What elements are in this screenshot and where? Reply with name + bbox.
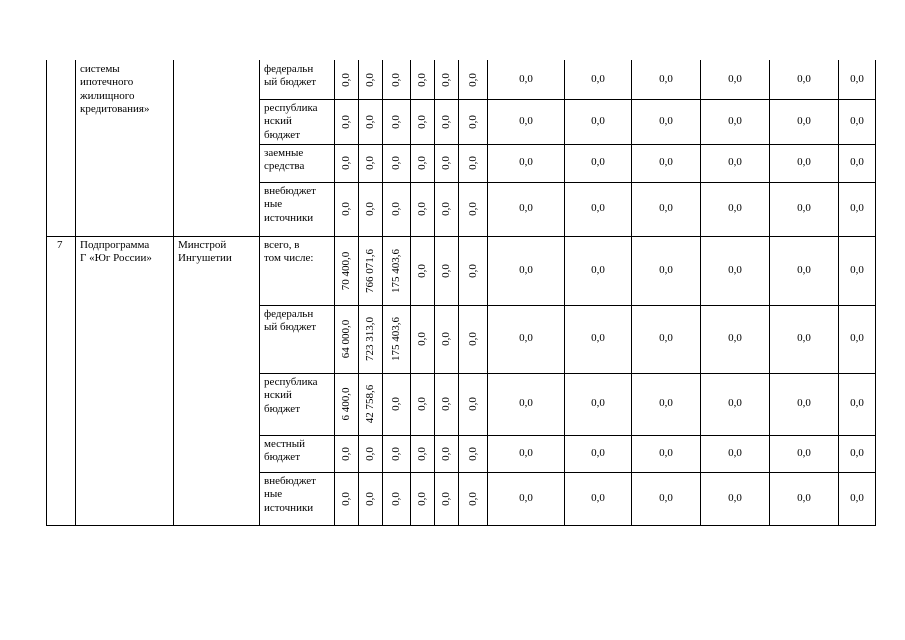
vertical-value-cell: 0,0 xyxy=(416,202,428,216)
value-cell: 0,0 xyxy=(850,446,864,459)
budget-source-label: местный бюджет xyxy=(264,438,305,464)
vertical-value-cell: 0,0 xyxy=(440,491,452,506)
value-cell: 0,0 xyxy=(659,263,673,276)
vertical-value-cell: 0,0 xyxy=(390,156,402,170)
value-cell: 0,0 xyxy=(591,446,605,459)
value-cell: 0,0 xyxy=(797,156,811,168)
vertical-value-cell: 0,0 xyxy=(340,446,352,461)
vertical-value-cell: 0,0 xyxy=(416,156,428,170)
vertical-value-cell: 0,0 xyxy=(416,397,428,411)
value-cell: 0,0 xyxy=(659,332,673,344)
value-cell: 0,0 xyxy=(797,397,811,409)
value-cell: 0,0 xyxy=(797,263,811,276)
value-cell: 0,0 xyxy=(659,156,673,168)
value-cell: 0,0 xyxy=(591,202,605,214)
vertical-value-cell: 0,0 xyxy=(467,491,479,506)
vertical-value-cell: 0,0 xyxy=(340,202,352,216)
value-cell: 0,0 xyxy=(591,397,605,409)
vertical-value-cell: 0,0 xyxy=(467,397,479,411)
vertical-value-cell: 723 313,0 xyxy=(364,317,376,361)
value-cell: 0,0 xyxy=(797,491,811,504)
vertical-value-cell: 0,0 xyxy=(364,114,376,129)
value-cell: 0,0 xyxy=(519,72,533,85)
vertical-value-cell: 0,0 xyxy=(440,202,452,216)
value-cell: 0,0 xyxy=(519,446,533,459)
vertical-value-cell: 0,0 xyxy=(390,202,402,216)
value-cell: 0,0 xyxy=(591,156,605,168)
vertical-value-cell: 0,0 xyxy=(340,72,352,87)
value-cell: 0,0 xyxy=(728,397,742,409)
budget-source-label: заемные средства xyxy=(264,147,305,173)
vertical-value-cell: 0,0 xyxy=(340,156,352,170)
value-cell: 0,0 xyxy=(659,72,673,85)
budget-source-label: федеральн ый бюджет xyxy=(264,308,317,334)
vertical-value-cell: 0,0 xyxy=(416,332,428,346)
value-cell: 0,0 xyxy=(797,202,811,214)
vertical-value-cell: 0,0 xyxy=(467,114,479,129)
budget-source-label: федеральн ый бюджет xyxy=(264,63,317,89)
budget-source-label: республика нский бюджет xyxy=(264,102,318,141)
vertical-value-cell: 0,0 xyxy=(416,491,428,506)
vertical-value-cell: 0,0 xyxy=(390,114,402,129)
value-cell: 0,0 xyxy=(659,397,673,409)
vertical-value-cell: 0,0 xyxy=(416,72,428,87)
vertical-value-cell: 70 400,0 xyxy=(340,251,352,290)
budget-source-label: республика нский бюджет xyxy=(264,376,318,415)
vertical-value-cell: 0,0 xyxy=(390,72,402,87)
vertical-value-cell: 0,0 xyxy=(467,156,479,170)
vertical-value-cell: 0,0 xyxy=(440,332,452,346)
row-number-cell: 7 xyxy=(57,239,63,251)
vertical-value-cell: 0,0 xyxy=(467,263,479,278)
value-cell: 0,0 xyxy=(850,332,864,344)
value-cell: 0,0 xyxy=(728,114,742,127)
value-cell: 0,0 xyxy=(519,114,533,127)
value-cell: 0,0 xyxy=(850,202,864,214)
value-cell: 0,0 xyxy=(591,72,605,85)
value-cell: 0,0 xyxy=(728,332,742,344)
vertical-value-cell: 0,0 xyxy=(467,202,479,216)
value-cell: 0,0 xyxy=(728,263,742,276)
vertical-value-cell: 0,0 xyxy=(364,156,376,170)
value-cell: 0,0 xyxy=(797,72,811,85)
vertical-value-cell: 0,0 xyxy=(440,156,452,170)
vertical-value-cell: 0,0 xyxy=(364,202,376,216)
value-cell: 0,0 xyxy=(659,491,673,504)
value-cell: 0,0 xyxy=(591,332,605,344)
vertical-value-cell: 0,0 xyxy=(364,446,376,461)
value-cell: 0,0 xyxy=(519,263,533,276)
vertical-value-cell: 42 758,6 xyxy=(364,384,376,424)
vertical-value-cell: 0,0 xyxy=(440,114,452,129)
value-cell: 0,0 xyxy=(659,202,673,214)
vertical-value-cell: 0,0 xyxy=(390,397,402,411)
vertical-value-cell: 64 000,0 xyxy=(340,319,352,359)
vertical-value-cell: 0,0 xyxy=(340,114,352,129)
vertical-value-cell: 0,0 xyxy=(440,446,452,461)
value-cell: 0,0 xyxy=(850,263,864,276)
value-cell: 0,0 xyxy=(591,491,605,504)
value-cell: 0,0 xyxy=(519,156,533,168)
value-cell: 0,0 xyxy=(728,202,742,214)
vertical-value-cell: 0,0 xyxy=(467,332,479,346)
vertical-value-cell: 0,0 xyxy=(390,446,402,461)
budget-source-label: внебюджет ные источники xyxy=(264,185,316,224)
value-cell: 0,0 xyxy=(728,72,742,85)
value-cell: 0,0 xyxy=(659,114,673,127)
vertical-value-cell: 0,0 xyxy=(364,72,376,87)
value-cell: 0,0 xyxy=(728,156,742,168)
value-cell: 0,0 xyxy=(591,114,605,127)
value-cell: 0,0 xyxy=(850,491,864,504)
executor-cell: Минстрой Ингушетии xyxy=(178,239,232,265)
vertical-value-cell: 175 403,6 xyxy=(390,248,402,293)
value-cell: 0,0 xyxy=(850,156,864,168)
value-cell: 0,0 xyxy=(850,72,864,85)
vertical-value-cell: 6 400,0 xyxy=(340,387,352,421)
vertical-value-cell: 0,0 xyxy=(416,263,428,278)
value-cell: 0,0 xyxy=(797,114,811,127)
vertical-value-cell: 766 071,6 xyxy=(364,248,376,293)
value-cell: 0,0 xyxy=(519,202,533,214)
value-cell: 0,0 xyxy=(850,114,864,127)
value-cell: 0,0 xyxy=(591,263,605,276)
value-cell: 0,0 xyxy=(519,491,533,504)
value-cell: 0,0 xyxy=(728,491,742,504)
subprogram-name-cell: Подпрограмма Г «Юг России» xyxy=(80,239,152,265)
program-name-cell: системы ипотечного жилищного кредитования» xyxy=(80,63,150,116)
vertical-value-cell: 0,0 xyxy=(440,263,452,278)
vertical-value-cell: 0,0 xyxy=(364,491,376,506)
value-cell: 0,0 xyxy=(728,446,742,459)
vertical-value-cell: 0,0 xyxy=(390,491,402,506)
vertical-value-cell: 0,0 xyxy=(440,397,452,411)
vertical-value-cell: 175 403,6 xyxy=(390,317,402,361)
vertical-value-cell: 0,0 xyxy=(416,446,428,461)
value-cell: 0,0 xyxy=(519,332,533,344)
vertical-value-cell: 0,0 xyxy=(467,72,479,87)
vertical-value-cell: 0,0 xyxy=(416,114,428,129)
value-cell: 0,0 xyxy=(659,446,673,459)
value-cell: 0,0 xyxy=(797,446,811,459)
budget-source-label: всего, в том числе: xyxy=(264,239,314,265)
value-cell: 0,0 xyxy=(519,397,533,409)
value-cell: 0,0 xyxy=(850,397,864,409)
value-cell: 0,0 xyxy=(797,332,811,344)
vertical-value-cell: 0,0 xyxy=(340,491,352,506)
vertical-value-cell: 0,0 xyxy=(467,446,479,461)
vertical-value-cell: 0,0 xyxy=(440,72,452,87)
budget-source-label: внебюджет ные источники xyxy=(264,475,316,514)
